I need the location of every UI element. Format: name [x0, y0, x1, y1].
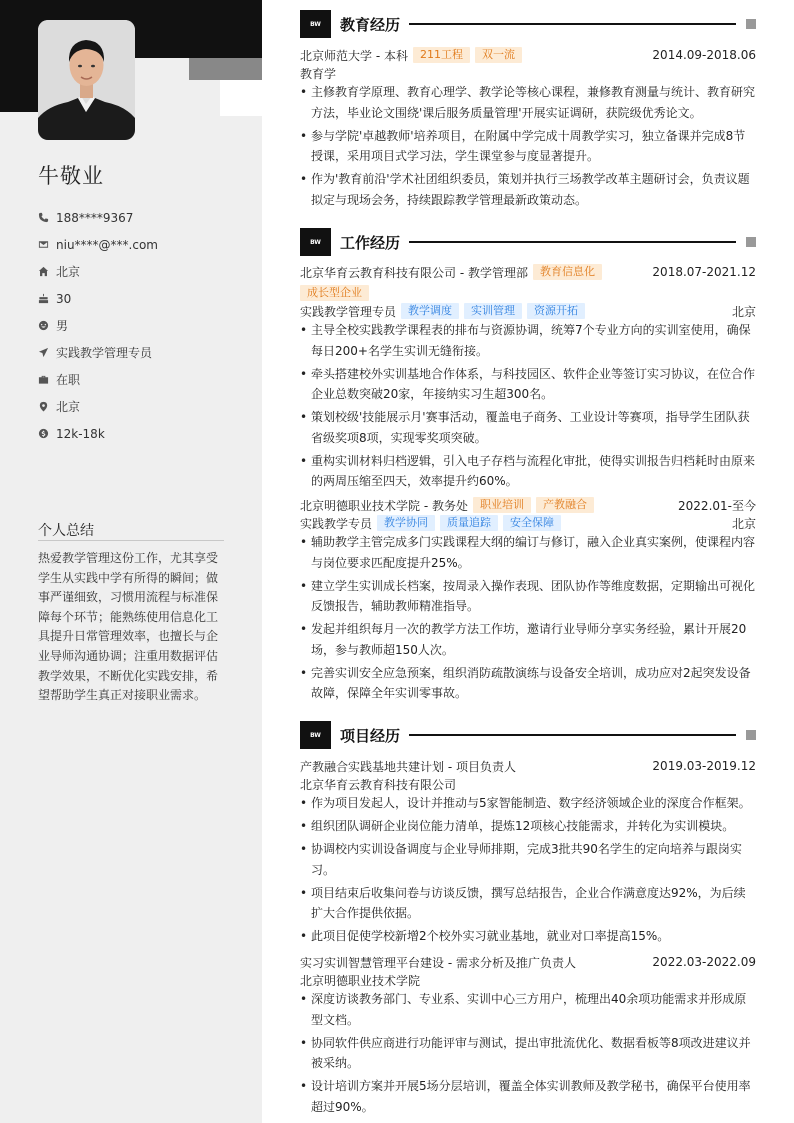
briefcase-icon [38, 374, 56, 385]
project-org-row [300, 971, 756, 989]
job-city: 北京 [731, 516, 756, 531]
info-email [38, 231, 158, 258]
education-major-row [300, 64, 756, 82]
list-item: • 主导全校实践教学课程表的排布与资源协调，统筹7个专业方向的实训室使用，确保每日200+名学生实训无缝衔接。 [300, 320, 756, 361]
job-date: 2022.01-至今 [678, 498, 756, 513]
company-name: 北京明德职业技术学院 - 教务处 [300, 498, 468, 513]
list-item: • 组织团队调研企业岗位能力清单，提炼12项核心技能需求，并转化为实训模块。 [300, 816, 756, 837]
list-item: • 协调校内实训设备调度与企业导师排期，完成3批共90名学生的定向培养与跟岗实习。 [300, 839, 756, 880]
mail-icon [38, 239, 56, 250]
job-company-row [300, 496, 756, 514]
cake-icon [38, 293, 56, 304]
home-icon [38, 266, 56, 277]
list-item: • 设计培训方案并开展5场分层培训，覆盖全体实训教师及教学秘书，确保平台使用率超过90%。 [300, 1076, 756, 1117]
section-logo: BW [300, 721, 331, 749]
email-text: niu****@***.com [56, 237, 158, 252]
list-item: • 牵头搭建校外实训基地合作体系，与科技园区、软件企业等签订实习协议，在位合作企业总数突破20家，年接纳实习生超300名。 [300, 364, 756, 405]
age-text: 30 [56, 291, 72, 306]
sidebar-top-band-left [0, 58, 40, 112]
list-item: • 作为项目发起人，设计并推动与5家智能制造、数字经济领域企业的深度合作框架。 [300, 793, 756, 814]
company-tag: 教育信息化 [533, 264, 602, 280]
major: 教育学 [300, 66, 337, 81]
list-item: • 项目结束后收集问卷与访谈反馈，撰写总结报告，企业合作满意度达92%，为后续扩大合作提供依据。 [300, 883, 756, 924]
job-role: 实践教学管理专员 [300, 304, 397, 319]
position-text: 实践教学管理专员 [56, 346, 153, 360]
gender-text: 男 [56, 319, 69, 333]
role-tag: 实训管理 [464, 303, 522, 319]
role-tag: 教学调度 [401, 303, 459, 319]
salary-text: 12k-18k [56, 426, 105, 441]
company-tag: 成长型企业 [300, 285, 369, 301]
list-item: • 辅助教学主管完成多门实践课程大纲的编订与修订，融入企业真实案例，使课程内容与岗位要求匹配度提升25%。 [300, 532, 756, 573]
company-name: 北京华育云教育科技有限公司 - 教学管理部 [300, 265, 528, 280]
summary-title: 个人总结 [38, 523, 94, 539]
project-org: 北京明德职业技术学院 [300, 973, 421, 988]
info-target-city [38, 393, 158, 420]
education-date: 2014.09-2018.06 [652, 48, 756, 62]
job-date: 2018.07-2021.12 [652, 265, 756, 279]
role-tag: 安全保障 [503, 515, 561, 531]
list-item: • 建立学生实训成长档案，按周录入操作表现、团队协作等维度数据，定期输出可视化反馈报告，辅助教师精准指导。 [300, 576, 756, 617]
location-text: 北京 [56, 265, 81, 279]
avatar [38, 20, 135, 140]
job-company-row [300, 263, 756, 281]
section-square-marker [746, 237, 756, 247]
section-title: 项目经历 [340, 726, 401, 745]
info-location [38, 258, 158, 285]
education-bullets [300, 82, 756, 213]
section-square-marker [746, 19, 756, 29]
target-city-text: 北京 [56, 400, 81, 414]
section-title: 教育经历 [340, 15, 401, 34]
list-item: • 作为'教育前沿'学术社团组织委员，策划并执行三场教学改革主题研讨会，负责议题拟定与现场会务，持续跟踪教学管理最新政策动态。 [300, 169, 756, 210]
sidebar [0, 0, 262, 1123]
section-logo: BW [300, 228, 331, 256]
project-bullets [300, 989, 756, 1120]
summary-text: 热爱教学管理这份工作，尤其享受学生从实践中学有所得的瞬间；做事严谨细致，习惯用流程与标准保障每个环节；能熟练使用信息化工具提升日常管理效率，也擅长与企业导师沟通协调；注重用数据评估教学效果，不断优化实践安排，希望帮助学生真正对接职业需求。 [38, 551, 219, 703]
section-logo: BW [300, 10, 331, 38]
info-position [38, 339, 158, 366]
section-title: 工作经历 [340, 233, 401, 252]
contact-info [38, 204, 158, 447]
school-name: 北京师范大学 - 本科 [300, 48, 408, 63]
project-name-row [300, 953, 756, 971]
candidate-name: 牛敬业 [38, 164, 104, 188]
list-item: • 参与学院'卓越教师'培养项目，在附属中学完成十周教学实习，独立备课并完成8节授课，采用项目式学习法，学生课堂参与度显著提升。 [300, 126, 756, 167]
list-item: • 完善实训安全应急预案，组织消防疏散演练与设备安全培训，成功应对2起突发设备故障，保障全年实训零事故。 [300, 663, 756, 704]
role-tag: 教学协同 [377, 515, 435, 531]
project-name: 产教融合实践基地共建计划 - 项目负责人 [300, 759, 516, 774]
job-role: 实践教学专员 [300, 516, 373, 531]
job-role-row [300, 514, 756, 532]
section-header-education [300, 10, 756, 38]
project-bullets [300, 793, 756, 949]
section-header-projects [300, 721, 756, 749]
section-rule [409, 23, 736, 25]
list-item: • 协同软件供应商进行功能评审与测试，提出审批流优化、数据看板等8项改进建议并被采纳。 [300, 1033, 756, 1074]
job-bullets [300, 320, 756, 494]
info-status [38, 366, 158, 393]
job-company-tag-row [300, 284, 756, 302]
school-tag: 211工程 [413, 47, 470, 63]
sidebar-accent-white [220, 80, 262, 116]
info-gender [38, 312, 158, 339]
role-tag: 资源开拓 [527, 303, 585, 319]
project-org-row [300, 775, 756, 793]
avatar-portrait [38, 20, 135, 140]
list-item: • 主修教育学原理、教育心理学、教学论等核心课程，兼修教育测量与统计、教育研究方法，毕业论文围绕'课后服务质量管理'开展实证调研，获院级优秀论文。 [300, 82, 756, 123]
job-role-row [300, 302, 756, 320]
school-tag: 双一流 [475, 47, 522, 63]
education-school-row [300, 46, 756, 64]
project-date: 2019.03-2019.12 [652, 759, 756, 773]
company-tag: 产教融合 [536, 497, 594, 513]
job-bullets [300, 532, 756, 706]
section-rule [409, 734, 736, 736]
info-phone [38, 204, 158, 231]
send-icon [38, 347, 56, 358]
project-name: 实习实训智慧管理平台建设 - 需求分析及推广负责人 [300, 955, 576, 970]
info-age [38, 285, 158, 312]
phone-icon [38, 212, 56, 223]
list-item: • 策划校级'技能展示月'赛事活动，覆盖电子商务、工业设计等赛项，指导学生团队获省级奖项8项，实现零奖项突破。 [300, 407, 756, 448]
section-header-work [300, 228, 756, 256]
role-tag: 质量追踪 [440, 515, 498, 531]
list-item: • 重构实训材料归档逻辑，引入电子存档与流程化审批，使得实训报告归档耗时由原来的两周压缩至四天，效率提升约60%。 [300, 451, 756, 492]
project-name-row [300, 757, 756, 775]
list-item: • 此项目促使学校新增2个校外实习就业基地，就业对口率提高15%。 [300, 926, 756, 947]
project-org: 北京华育云教育科技有限公司 [300, 777, 457, 792]
phone-text: 188****9367 [56, 210, 134, 225]
company-tag: 职业培训 [473, 497, 531, 513]
list-item: • 深度访谈教务部门、专业系、实训中心三方用户，梳理出40余项功能需求并形成原型文档。 [300, 989, 756, 1030]
info-salary [38, 420, 158, 447]
section-rule [409, 241, 736, 243]
summary-divider [38, 540, 224, 541]
status-text: 在职 [56, 373, 81, 387]
pin-icon [38, 401, 56, 412]
section-square-marker [746, 730, 756, 740]
sidebar-accent-gray [189, 58, 262, 80]
list-item: • 发起并组织每月一次的教学方法工作坊，邀请行业导师分享实务经验，累计开展20场，参与教师超150人次。 [300, 619, 756, 660]
job-city: 北京 [731, 304, 756, 319]
project-date: 2022.03-2022.09 [652, 955, 756, 969]
money-icon [38, 428, 56, 439]
smile-icon [38, 320, 56, 331]
